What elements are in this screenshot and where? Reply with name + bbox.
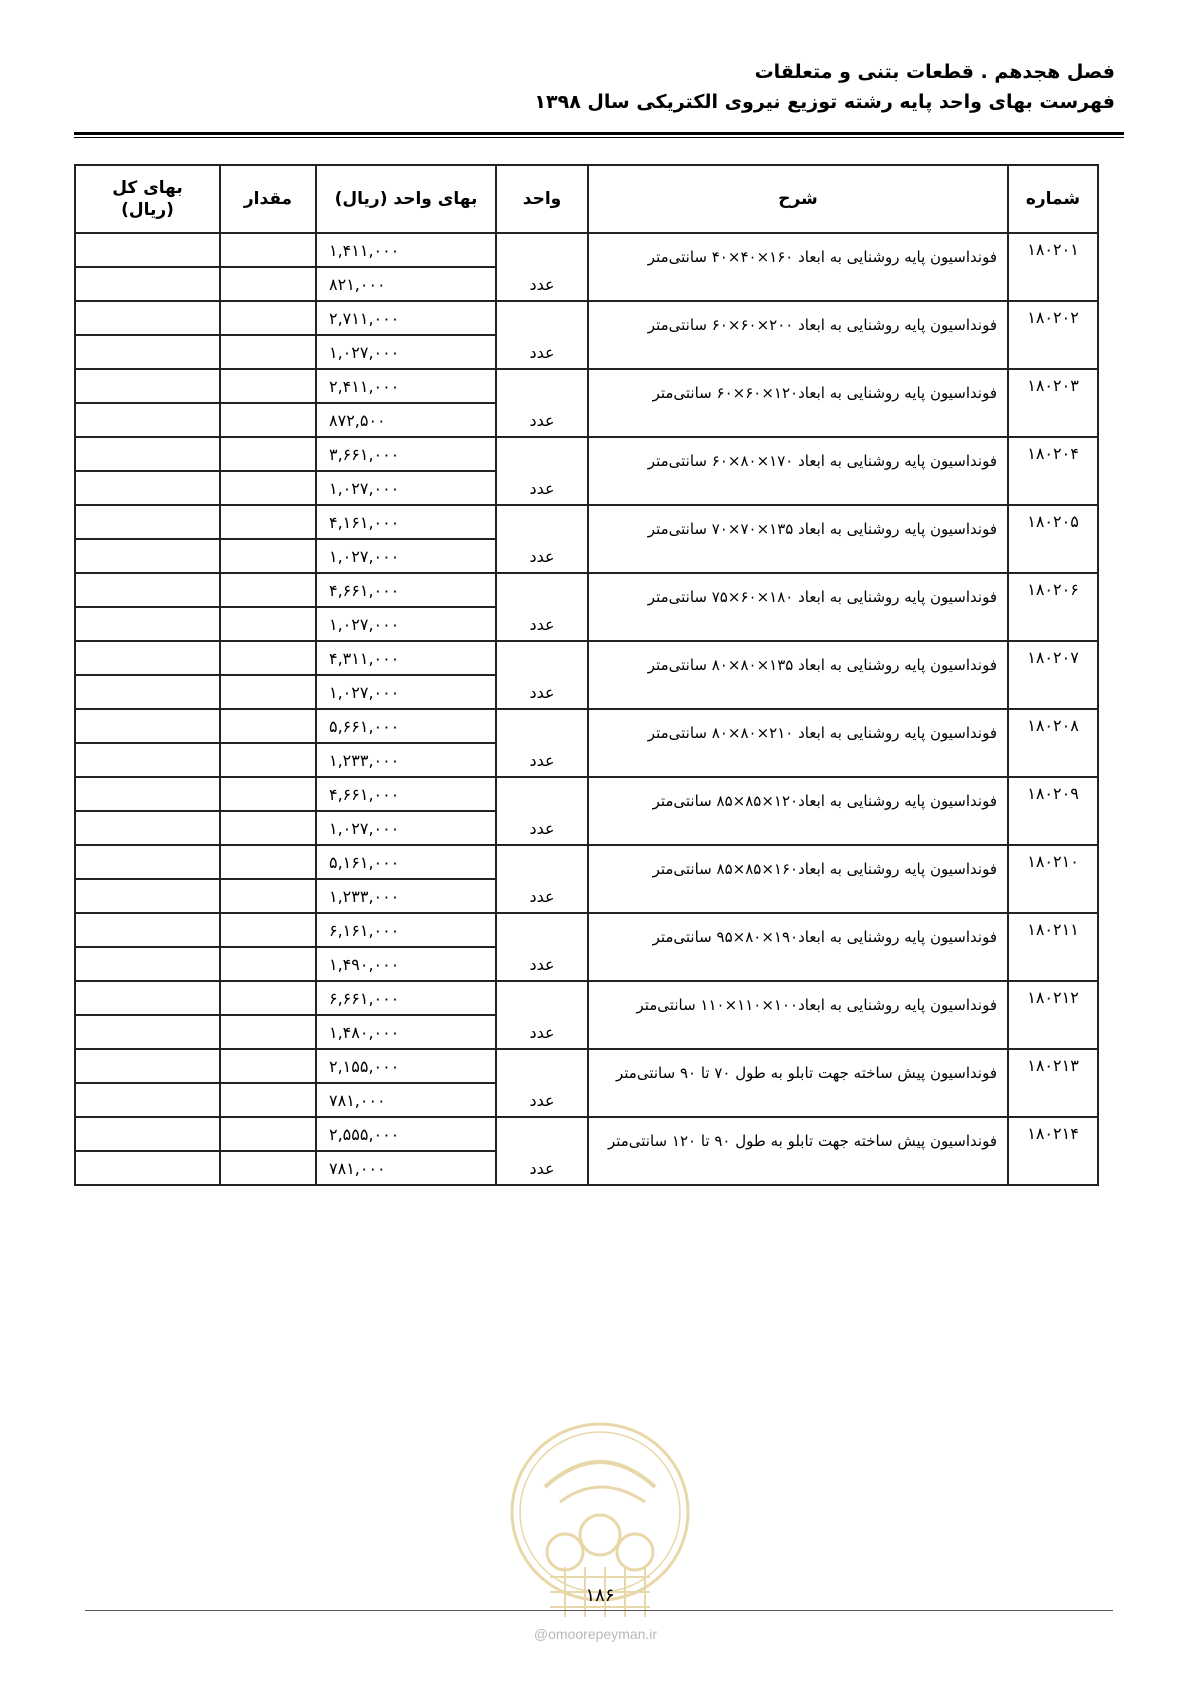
item-quantity-cell — [220, 1049, 316, 1083]
page-header — [534, 58, 1115, 118]
item-unit: عدد — [496, 913, 588, 981]
item-unit-price: ۴,۶۶۱,۰۰۰ — [316, 777, 496, 811]
item-unit-price-secondary: ۱,۰۲۷,۰۰۰ — [316, 539, 496, 573]
item-unit-price: ۲,۴۱۱,۰۰۰ — [316, 369, 496, 403]
item-description: فونداسیون پایه روشنایی به ابعاد ۲۱۰×۸۰×۸۰ سانتی‌متر — [588, 709, 1008, 777]
item-total-cell — [75, 1049, 220, 1083]
item-quantity-cell — [220, 335, 316, 369]
item-quantity-cell — [220, 981, 316, 1015]
item-total-cell — [75, 267, 220, 301]
item-quantity-cell — [220, 267, 316, 301]
table-header-row — [75, 165, 1098, 233]
item-unit-price-secondary: ۱,۴۹۰,۰۰۰ — [316, 947, 496, 981]
table-row — [75, 845, 1098, 879]
item-description: فونداسیون پایه روشنایی به ابعاد ۱۸۰×۶۰×۷۵ سانتی‌متر — [588, 573, 1008, 641]
item-unit: عدد — [496, 573, 588, 641]
item-code: ۱۸۰۲۰۴ — [1008, 437, 1098, 505]
item-quantity-cell — [220, 743, 316, 777]
item-quantity-cell — [220, 233, 316, 267]
item-unit-price: ۲,۵۵۵,۰۰۰ — [316, 1117, 496, 1151]
item-total-cell — [75, 913, 220, 947]
item-unit-price-secondary: ۱,۲۳۳,۰۰۰ — [316, 743, 496, 777]
item-unit-price: ۱,۴۱۱,۰۰۰ — [316, 233, 496, 267]
item-quantity-cell — [220, 709, 316, 743]
item-unit-price-secondary: ۱,۰۲۷,۰۰۰ — [316, 607, 496, 641]
item-total-cell — [75, 471, 220, 505]
item-quantity-cell — [220, 675, 316, 709]
item-code: ۱۸۰۲۰۱ — [1008, 233, 1098, 301]
chapter-title: فصل هجدهم . قطعات بتنی و متعلقات — [754, 61, 1115, 83]
table-row — [75, 573, 1098, 607]
item-unit-price-secondary: ۷۸۱,۰۰۰ — [316, 1083, 496, 1117]
item-total-cell — [75, 981, 220, 1015]
table-row — [75, 369, 1098, 403]
item-quantity-cell — [220, 505, 316, 539]
table-row — [75, 301, 1098, 335]
item-quantity-cell — [220, 573, 316, 607]
header-total-label: بهای کل — [112, 178, 183, 198]
item-unit-price: ۲,۱۵۵,۰۰۰ — [316, 1049, 496, 1083]
item-quantity-cell — [220, 1117, 316, 1151]
item-code: ۱۸۰۲۰۳ — [1008, 369, 1098, 437]
item-unit-price-secondary: ۱,۴۸۰,۰۰۰ — [316, 1015, 496, 1049]
item-total-cell — [75, 743, 220, 777]
item-unit: عدد — [496, 233, 588, 301]
item-unit-price: ۵,۱۶۱,۰۰۰ — [316, 845, 496, 879]
item-description: فونداسیون پایه روشنایی به ابعاد۱۲۰×۸۵×۸۵ سانتی‌متر — [588, 777, 1008, 845]
item-quantity-cell — [220, 913, 316, 947]
header-total — [75, 165, 220, 233]
item-quantity-cell — [220, 879, 316, 913]
item-quantity-cell — [220, 369, 316, 403]
item-quantity-cell — [220, 403, 316, 437]
item-total-cell — [75, 709, 220, 743]
item-unit-price-secondary: ۱,۲۳۳,۰۰۰ — [316, 879, 496, 913]
item-description: فونداسیون پایه روشنایی به ابعاد۱۰۰×۱۱۰×۱۱۰ سانتی‌متر — [588, 981, 1008, 1049]
table-row — [75, 981, 1098, 1015]
item-unit-price: ۴,۶۶۱,۰۰۰ — [316, 573, 496, 607]
item-quantity-cell — [220, 641, 316, 675]
item-code: ۱۸۰۲۰۶ — [1008, 573, 1098, 641]
header-rule-thick — [74, 132, 1124, 135]
item-quantity-cell — [220, 1151, 316, 1185]
item-unit: عدد — [496, 437, 588, 505]
item-code: ۱۸۰۲۰۹ — [1008, 777, 1098, 845]
item-unit-price: ۲,۷۱۱,۰۰۰ — [316, 301, 496, 335]
item-quantity-cell — [220, 1083, 316, 1117]
item-description: فونداسیون پایه روشنایی به ابعاد ۱۷۰×۸۰×۶۰ سانتی‌متر — [588, 437, 1008, 505]
item-unit-price: ۳,۶۶۱,۰۰۰ — [316, 437, 496, 471]
footer-rule — [85, 1610, 1113, 1611]
item-unit-price: ۵,۶۶۱,۰۰۰ — [316, 709, 496, 743]
item-code: ۱۸۰۲۰۷ — [1008, 641, 1098, 709]
table-body — [75, 233, 1098, 1185]
item-unit-price: ۴,۳۱۱,۰۰۰ — [316, 641, 496, 675]
header-rule-thin — [74, 137, 1124, 138]
header-quantity: مقدار — [220, 165, 316, 233]
item-unit-price-secondary: ۸۲۱,۰۰۰ — [316, 267, 496, 301]
item-description: فونداسیون پایه روشنایی به ابعاد ۲۰۰×۶۰×۶۰ سانتی‌متر — [588, 301, 1008, 369]
item-quantity-cell — [220, 301, 316, 335]
item-unit: عدد — [496, 1117, 588, 1185]
item-quantity-cell — [220, 777, 316, 811]
item-quantity-cell — [220, 437, 316, 471]
item-unit: عدد — [496, 505, 588, 573]
item-total-cell — [75, 879, 220, 913]
item-unit-price-secondary: ۱,۰۲۷,۰۰۰ — [316, 335, 496, 369]
item-description: فونداسیون پایه روشنایی به ابعاد۱۶۰×۸۵×۸۵ سانتی‌متر — [588, 845, 1008, 913]
item-quantity-cell — [220, 1015, 316, 1049]
item-unit: عدد — [496, 777, 588, 845]
item-unit: عدد — [496, 641, 588, 709]
item-total-cell — [75, 233, 220, 267]
item-quantity-cell — [220, 811, 316, 845]
item-total-cell — [75, 335, 220, 369]
table-row — [75, 1117, 1098, 1151]
item-code: ۱۸۰۲۱۴ — [1008, 1117, 1098, 1185]
table-row — [75, 233, 1098, 267]
item-unit: عدد — [496, 845, 588, 913]
item-code: ۱۸۰۲۱۱ — [1008, 913, 1098, 981]
price-table — [74, 164, 1099, 1186]
item-code: ۱۸۰۲۱۳ — [1008, 1049, 1098, 1117]
table-row — [75, 641, 1098, 675]
item-total-cell — [75, 505, 220, 539]
item-description: فونداسیون پایه روشنایی به ابعاد ۱۶۰×۴۰×۴۰ سانتی‌متر — [588, 233, 1008, 301]
header-description: شرح — [588, 165, 1008, 233]
item-quantity-cell — [220, 845, 316, 879]
item-total-cell — [75, 403, 220, 437]
item-unit: عدد — [496, 981, 588, 1049]
item-total-cell — [75, 573, 220, 607]
item-quantity-cell — [220, 607, 316, 641]
item-total-cell — [75, 1117, 220, 1151]
table-row — [75, 505, 1098, 539]
header-unit-price: بهای واحد (ریال) — [316, 165, 496, 233]
item-total-cell — [75, 607, 220, 641]
item-total-cell — [75, 437, 220, 471]
item-code: ۱۸۰۲۰۲ — [1008, 301, 1098, 369]
header-code: شماره — [1008, 165, 1098, 233]
item-total-cell — [75, 777, 220, 811]
item-unit: عدد — [496, 369, 588, 437]
item-total-cell — [75, 1151, 220, 1185]
item-unit-price-secondary: ۸۷۲,۵۰۰ — [316, 403, 496, 437]
item-code: ۱۸۰۲۰۵ — [1008, 505, 1098, 573]
item-total-cell — [75, 1015, 220, 1049]
item-total-cell — [75, 641, 220, 675]
table-row — [75, 437, 1098, 471]
item-unit-price-secondary: ۱,۰۲۷,۰۰۰ — [316, 471, 496, 505]
item-total-cell — [75, 301, 220, 335]
table-row — [75, 1049, 1098, 1083]
item-description: فونداسیون پیش ساخته جهت تابلو به طول ۹۰ تا ۱۲۰ سانتی‌متر — [588, 1117, 1008, 1185]
document-subtitle: فهرست بهای واحد پایه رشته توزیع نیروی الکتریکی سال ۱۳۹۸ — [534, 91, 1115, 113]
item-unit: عدد — [496, 709, 588, 777]
item-unit-price: ۴,۱۶۱,۰۰۰ — [316, 505, 496, 539]
item-quantity-cell — [220, 471, 316, 505]
item-description: فونداسیون پایه روشنایی به ابعاد۱۲۰×۶۰×۶۰ سانتی‌متر — [588, 369, 1008, 437]
item-total-cell — [75, 1083, 220, 1117]
item-total-cell — [75, 539, 220, 573]
header-unit: واحد — [496, 165, 588, 233]
item-total-cell — [75, 811, 220, 845]
item-quantity-cell — [220, 539, 316, 573]
item-code: ۱۸۰۲۱۰ — [1008, 845, 1098, 913]
item-total-cell — [75, 675, 220, 709]
item-unit: عدد — [496, 301, 588, 369]
site-watermark-text: @omoorepeyman.ir — [533, 1626, 658, 1642]
item-code: ۱۸۰۲۱۲ — [1008, 981, 1098, 1049]
item-unit-price-secondary: ۷۸۱,۰۰۰ — [316, 1151, 496, 1185]
table-row — [75, 913, 1098, 947]
item-total-cell — [75, 947, 220, 981]
item-total-cell — [75, 369, 220, 403]
table-row — [75, 709, 1098, 743]
item-unit-price: ۶,۱۶۱,۰۰۰ — [316, 913, 496, 947]
item-unit-price-secondary: ۱,۰۲۷,۰۰۰ — [316, 811, 496, 845]
item-description: فونداسیون پیش ساخته جهت تابلو به طول ۷۰ تا ۹۰ سانتی‌متر — [588, 1049, 1008, 1117]
header-total-unit: (ریال) — [121, 200, 174, 220]
item-unit-price-secondary: ۱,۰۲۷,۰۰۰ — [316, 675, 496, 709]
item-code: ۱۸۰۲۰۸ — [1008, 709, 1098, 777]
item-description: فونداسیون پایه روشنایی به ابعاد ۱۳۵×۸۰×۸۰ سانتی‌متر — [588, 641, 1008, 709]
page-number: ۱۸۶ — [585, 1585, 615, 1606]
item-description: فونداسیون پایه روشنایی به ابعاد۱۹۰×۸۰×۹۵ سانتی‌متر — [588, 913, 1008, 981]
item-unit-price: ۶,۶۶۱,۰۰۰ — [316, 981, 496, 1015]
item-total-cell — [75, 845, 220, 879]
item-unit: عدد — [496, 1049, 588, 1117]
item-quantity-cell — [220, 947, 316, 981]
table-row — [75, 777, 1098, 811]
item-description: فونداسیون پایه روشنایی به ابعاد ۱۳۵×۷۰×۷۰ سانتی‌متر — [588, 505, 1008, 573]
